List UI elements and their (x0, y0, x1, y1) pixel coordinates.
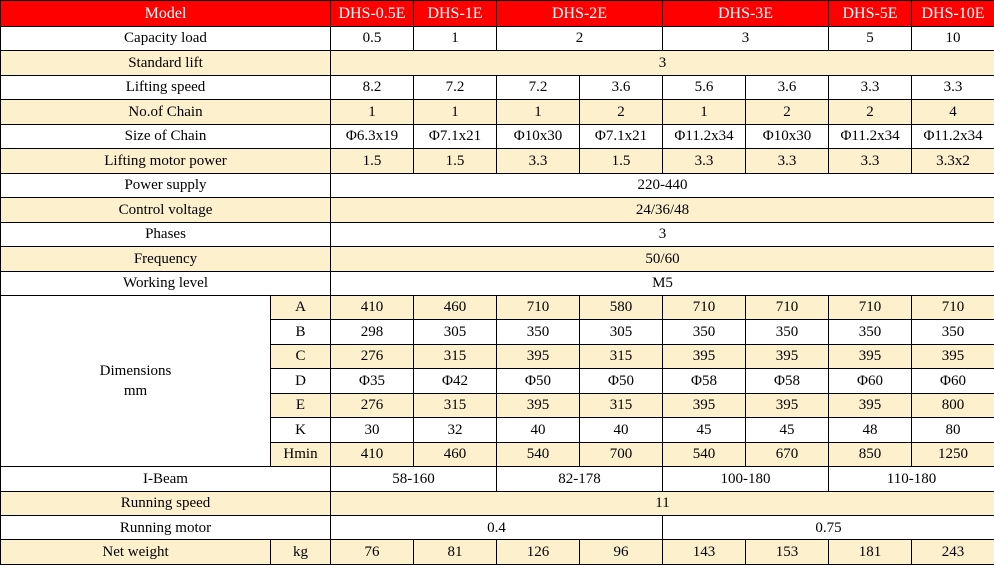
row-value: 58-160 (331, 467, 497, 491)
row-value: 24/36/48 (331, 198, 994, 222)
dimensions-sub-label: Hmin (271, 442, 331, 466)
row-value: 7.2 (497, 75, 580, 99)
row-value: M5 (331, 271, 994, 295)
dimensions-label-line2: mm (123, 383, 148, 400)
row-label: Control voltage (1, 198, 331, 222)
dimensions-value: 276 (331, 344, 414, 368)
row-value: 11 (331, 491, 994, 515)
header-model-3: DHS-3E (663, 1, 829, 27)
net-weight-row (1, 540, 994, 565)
dimensions-value: 40 (497, 418, 580, 442)
row-value: 4 (912, 100, 994, 124)
net-weight-value: 143 (663, 540, 746, 565)
dimensions-value: 395 (663, 393, 746, 417)
dimensions-value: 410 (331, 442, 414, 466)
row-value: 3.3 (663, 149, 746, 173)
dimensions-value: 45 (663, 418, 746, 442)
table-row (1, 222, 994, 246)
dimensions-value: 305 (414, 320, 497, 344)
row-value: 5.6 (663, 75, 746, 99)
row-value: 2 (580, 100, 663, 124)
row-value: 3.3x2 (912, 149, 994, 173)
row-value: 3 (331, 222, 994, 246)
row-label: I-Beam (1, 467, 331, 491)
dimensions-value: 710 (829, 295, 912, 319)
row-value: 1 (414, 100, 497, 124)
table-row (1, 198, 994, 222)
row-value: 110-180 (829, 467, 994, 491)
row-value: Φ7.1x21 (414, 124, 497, 148)
row-value: Φ6.3x19 (331, 124, 414, 148)
table-row (1, 491, 994, 515)
dimensions-value: 30 (331, 418, 414, 442)
net-weight-label: Net weight (1, 540, 271, 565)
row-value: 3.3 (912, 75, 994, 99)
row-value: 2 (497, 26, 663, 50)
table-header-row (1, 1, 994, 27)
row-value: 1.5 (580, 149, 663, 173)
row-value: 3.3 (829, 75, 912, 99)
row-value: 1.5 (331, 149, 414, 173)
net-weight-value: 153 (746, 540, 829, 565)
table-row (1, 124, 994, 148)
row-value: 0.75 (663, 516, 994, 540)
row-label: Capacity load (1, 26, 331, 50)
row-value: Φ10x30 (746, 124, 829, 148)
dimensions-sub-label: D (271, 369, 331, 393)
row-label: Standard lift (1, 51, 331, 75)
dimensions-value: 315 (414, 344, 497, 368)
table-row (1, 516, 994, 540)
dimensions-value: 710 (746, 295, 829, 319)
row-label: Running motor (1, 516, 331, 540)
dimensions-row (1, 295, 994, 319)
dimensions-value: 395 (829, 393, 912, 417)
table-row (1, 51, 994, 75)
table-row (1, 467, 994, 491)
row-value: Φ11.2x34 (829, 124, 912, 148)
header-model-label: Model (1, 1, 331, 27)
table-row (1, 173, 994, 197)
row-value: 0.5 (331, 26, 414, 50)
net-weight-value: 181 (829, 540, 912, 565)
row-value: 10 (912, 26, 994, 50)
net-weight-unit: kg (271, 540, 331, 565)
dimensions-value: 395 (912, 344, 994, 368)
table-row (1, 149, 994, 173)
dimensions-value: 350 (663, 320, 746, 344)
row-label: Lifting motor power (1, 149, 331, 173)
dimensions-value: 315 (580, 393, 663, 417)
table-row (1, 26, 994, 50)
row-value: Φ10x30 (497, 124, 580, 148)
row-label: Size of Chain (1, 124, 331, 148)
dimensions-value: 350 (746, 320, 829, 344)
net-weight-value: 81 (414, 540, 497, 565)
row-value: Φ11.2x34 (663, 124, 746, 148)
row-value: 3.3 (829, 149, 912, 173)
row-value: 2 (746, 100, 829, 124)
dimensions-value: 395 (497, 344, 580, 368)
table-row (1, 75, 994, 99)
row-value: 220-440 (331, 173, 994, 197)
header-model-2: DHS-2E (497, 1, 663, 27)
row-label: Frequency (1, 247, 331, 271)
row-label: No.of Chain (1, 100, 331, 124)
dimensions-value: 350 (497, 320, 580, 344)
dimensions-value: 710 (497, 295, 580, 319)
header-model-1: DHS-1E (414, 1, 497, 27)
net-weight-value: 126 (497, 540, 580, 565)
row-value: Φ7.1x21 (580, 124, 663, 148)
row-value: 82-178 (497, 467, 663, 491)
row-label: Phases (1, 222, 331, 246)
dimensions-value: 800 (912, 393, 994, 417)
row-value: 2 (829, 100, 912, 124)
dimensions-value: 40 (580, 418, 663, 442)
dimensions-value: 80 (912, 418, 994, 442)
dimensions-value: 276 (331, 393, 414, 417)
row-label: Running speed (1, 491, 331, 515)
dimensions-value: 410 (331, 295, 414, 319)
dimensions-value: 350 (912, 320, 994, 344)
dimensions-value: Φ42 (414, 369, 497, 393)
net-weight-value: 243 (912, 540, 994, 565)
dimensions-value: 395 (497, 393, 580, 417)
dimensions-value: 315 (580, 344, 663, 368)
dimensions-sub-label: C (271, 344, 331, 368)
dimensions-value: 32 (414, 418, 497, 442)
row-value: 0.4 (331, 516, 663, 540)
dimensions-value: 395 (829, 344, 912, 368)
dimensions-value: 1250 (912, 442, 994, 466)
dimensions-value: 710 (912, 295, 994, 319)
dimensions-value: 298 (331, 320, 414, 344)
row-value: 100-180 (663, 467, 829, 491)
row-label: Power supply (1, 173, 331, 197)
net-weight-value: 96 (580, 540, 663, 565)
dimensions-value: Φ50 (497, 369, 580, 393)
dimensions-value: Φ60 (829, 369, 912, 393)
row-value: 50/60 (331, 247, 994, 271)
row-value: 8.2 (331, 75, 414, 99)
dimensions-value: Φ60 (912, 369, 994, 393)
table-row (1, 247, 994, 271)
dimensions-value: 460 (414, 295, 497, 319)
dimensions-value: 315 (414, 393, 497, 417)
dimensions-sub-label: A (271, 295, 331, 319)
dimensions-value: 580 (580, 295, 663, 319)
dimensions-value: 460 (414, 442, 497, 466)
header-model-0: DHS-0.5E (331, 1, 414, 27)
row-value: 1 (497, 100, 580, 124)
row-value: 3 (663, 26, 829, 50)
dimensions-value: 395 (746, 393, 829, 417)
row-value: Φ11.2x34 (912, 124, 994, 148)
header-model-5: DHS-10E (912, 1, 994, 27)
dimensions-value: 48 (829, 418, 912, 442)
dimensions-value: 350 (829, 320, 912, 344)
dimensions-sub-label: K (271, 418, 331, 442)
dimensions-sub-label: B (271, 320, 331, 344)
dimensions-value: Φ58 (746, 369, 829, 393)
dimensions-label (1, 295, 271, 466)
dimensions-value: 670 (746, 442, 829, 466)
dimensions-value: 395 (663, 344, 746, 368)
table-row (1, 271, 994, 295)
header-model-4: DHS-5E (829, 1, 912, 27)
row-value: 1 (663, 100, 746, 124)
row-label: Working level (1, 271, 331, 295)
dimensions-value: 305 (580, 320, 663, 344)
row-value: 3.3 (497, 149, 580, 173)
row-label: Lifting speed (1, 75, 331, 99)
row-value: 3 (331, 51, 994, 75)
net-weight-value: 76 (331, 540, 414, 565)
row-value: 3.6 (746, 75, 829, 99)
row-value: 1 (414, 26, 497, 50)
dimensions-value: Φ50 (580, 369, 663, 393)
row-value: 1 (331, 100, 414, 124)
table-row (1, 100, 994, 124)
dimensions-value: Φ35 (331, 369, 414, 393)
dimensions-value: 850 (829, 442, 912, 466)
row-value: 1.5 (414, 149, 497, 173)
row-value: 5 (829, 26, 912, 50)
row-value: 3.3 (746, 149, 829, 173)
dimensions-value: 45 (746, 418, 829, 442)
dimensions-value: 540 (497, 442, 580, 466)
dimensions-value: 710 (663, 295, 746, 319)
row-value: 7.2 (414, 75, 497, 99)
dimensions-value: 540 (663, 442, 746, 466)
dimensions-label-line1: Dimensions (99, 362, 172, 379)
table-body (1, 1, 994, 565)
dimensions-value: Φ58 (663, 369, 746, 393)
row-value: 3.6 (580, 75, 663, 99)
dimensions-value: 700 (580, 442, 663, 466)
dimensions-sub-label: E (271, 393, 331, 417)
dimensions-value: 395 (746, 344, 829, 368)
